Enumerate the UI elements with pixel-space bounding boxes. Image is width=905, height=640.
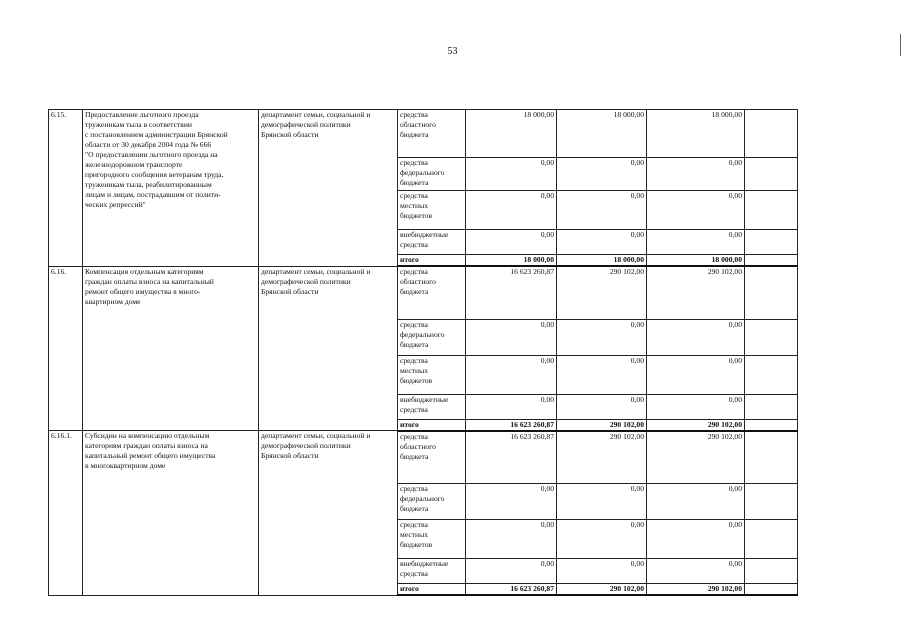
empty-cell bbox=[745, 110, 798, 158]
text-line: средства bbox=[400, 431, 428, 441]
amount-cell: 0,00 bbox=[647, 230, 745, 255]
total-label: итого bbox=[398, 419, 466, 431]
empty-cell bbox=[745, 431, 798, 484]
text-line: Субсидии на компенсацию отдельным bbox=[85, 431, 210, 441]
empty-cell bbox=[745, 158, 798, 191]
amount-cell: 0,00 bbox=[557, 355, 647, 394]
text-line: Брянской области bbox=[261, 286, 319, 296]
text-line: Брянской области bbox=[261, 451, 319, 461]
total-amount-cell: 290 102,00 bbox=[557, 584, 647, 596]
item-name bbox=[83, 110, 259, 267]
amount-cell: 0,00 bbox=[647, 520, 745, 559]
empty-cell bbox=[745, 266, 798, 319]
amount-cell: 16 623 260,87 bbox=[466, 266, 557, 319]
amount-cell: 0,00 bbox=[557, 520, 647, 559]
text-line: местных bbox=[400, 365, 429, 375]
total-label: итого bbox=[398, 255, 466, 267]
total-label: итого bbox=[398, 584, 466, 596]
text-line: лицам и лицам, пострадавшим от полити- bbox=[85, 190, 221, 200]
text-line: средства bbox=[400, 191, 428, 200]
empty-cell bbox=[745, 559, 798, 584]
text-line: департамент семьи, социальной и bbox=[261, 431, 371, 441]
scan-edge-mark bbox=[900, 34, 901, 56]
text-line: демографической политики bbox=[261, 120, 351, 130]
amount-cell: 0,00 bbox=[557, 394, 647, 419]
text-line: бюджета bbox=[400, 504, 429, 514]
item-code: 6.16.1. bbox=[49, 431, 83, 596]
amount-cell: 0,00 bbox=[647, 191, 745, 230]
item-executor bbox=[259, 431, 398, 596]
text-line: федерального bbox=[400, 494, 445, 504]
text-line: квартирном доме bbox=[85, 296, 141, 306]
item-executor bbox=[259, 266, 398, 431]
amount-cell: 290 102,00 bbox=[647, 266, 745, 319]
amount-cell: 0,00 bbox=[647, 484, 745, 520]
text-line: бюджета bbox=[400, 339, 429, 349]
budget-table bbox=[48, 109, 798, 596]
item-name bbox=[83, 431, 259, 596]
text-line: железнодорожном транспорте bbox=[85, 160, 183, 170]
text-line: внебюджетные bbox=[400, 394, 449, 404]
amount-cell: 0,00 bbox=[466, 158, 557, 191]
amount-cell: 0,00 bbox=[466, 520, 557, 559]
empty-cell bbox=[745, 230, 798, 255]
text-line: категориям граждан оплаты взноса на bbox=[85, 441, 208, 451]
total-amount-cell: 18 000,00 bbox=[647, 255, 745, 267]
item-executor bbox=[259, 110, 398, 267]
text-line: в многоквартирном доме bbox=[85, 461, 166, 471]
total-amount-cell: 16 623 260,87 bbox=[466, 419, 557, 431]
text-line: с постановлением администрации Брянской bbox=[85, 130, 228, 140]
text-line: граждан оплаты взноса на капитальный bbox=[85, 276, 214, 286]
amount-cell: 0,00 bbox=[466, 191, 557, 230]
amount-cell: 0,00 bbox=[647, 355, 745, 394]
empty-cell bbox=[745, 191, 798, 230]
funding-source-label bbox=[398, 110, 466, 158]
item-code: 6.15. bbox=[49, 110, 83, 267]
page-number: 53 bbox=[447, 46, 458, 57]
amount-cell: 18 000,00 bbox=[647, 110, 745, 158]
amount-cell: 0,00 bbox=[466, 319, 557, 355]
text-line: местных bbox=[400, 530, 429, 540]
text-line: департамент семьи, социальной и bbox=[261, 266, 371, 276]
text-line: Компенсация отдельным категориям bbox=[85, 266, 204, 276]
text-line: ческих репрессий" bbox=[85, 200, 146, 210]
funding-source-label bbox=[398, 319, 466, 355]
total-amount-cell: 290 102,00 bbox=[647, 584, 745, 596]
amount-cell: 0,00 bbox=[557, 230, 647, 255]
text-line: бюджета bbox=[400, 287, 429, 297]
text-line: Предоставление льготного проезда bbox=[85, 110, 199, 119]
text-line: средства bbox=[400, 110, 428, 119]
amount-cell: 290 102,00 bbox=[647, 431, 745, 484]
text-line: Брянской области bbox=[261, 130, 319, 140]
text-line: средства bbox=[400, 319, 428, 329]
text-line: бюджетов bbox=[400, 211, 433, 221]
empty-cell bbox=[745, 584, 798, 596]
amount-cell: 0,00 bbox=[557, 484, 647, 520]
funding-source-label bbox=[398, 158, 466, 191]
text-line: бюджетов bbox=[400, 375, 433, 385]
funding-source-label bbox=[398, 394, 466, 419]
funding-source-label bbox=[398, 266, 466, 319]
text-line: бюджета bbox=[400, 130, 429, 140]
total-amount-cell: 18 000,00 bbox=[466, 255, 557, 267]
text-line: бюджета bbox=[400, 451, 429, 461]
total-amount-cell: 290 102,00 bbox=[557, 419, 647, 431]
amount-cell: 0,00 bbox=[466, 484, 557, 520]
text-line: "О предоставлении льготного проезда на bbox=[85, 150, 218, 160]
empty-cell bbox=[745, 484, 798, 520]
empty-cell bbox=[745, 319, 798, 355]
amount-cell: 290 102,00 bbox=[557, 431, 647, 484]
amount-cell: 0,00 bbox=[466, 394, 557, 419]
text-line: областного bbox=[400, 441, 436, 451]
funding-source-label bbox=[398, 230, 466, 255]
text-line: ремонт общего имущества в много- bbox=[85, 286, 201, 296]
amount-cell: 0,00 bbox=[557, 158, 647, 191]
amount-cell: 0,00 bbox=[557, 191, 647, 230]
amount-cell: 16 623 260,87 bbox=[466, 431, 557, 484]
amount-cell: 290 102,00 bbox=[557, 266, 647, 319]
total-amount-cell: 290 102,00 bbox=[647, 419, 745, 431]
text-line: федерального bbox=[400, 168, 445, 178]
budget-table-body bbox=[49, 110, 798, 596]
text-line: внебюджетные bbox=[400, 559, 449, 569]
empty-cell bbox=[745, 419, 798, 431]
amount-cell: 0,00 bbox=[647, 394, 745, 419]
text-line: федерального bbox=[400, 329, 445, 339]
text-line: средства bbox=[400, 520, 428, 530]
text-line: внебюджетные bbox=[400, 230, 449, 239]
text-line: средства bbox=[400, 569, 428, 579]
amount-cell: 18 000,00 bbox=[557, 110, 647, 158]
text-line: департамент семьи, социальной и bbox=[261, 110, 371, 119]
empty-cell bbox=[745, 394, 798, 419]
text-line: демографической политики bbox=[261, 441, 351, 451]
total-amount-cell: 16 623 260,87 bbox=[466, 584, 557, 596]
total-amount-cell: 18 000,00 bbox=[557, 255, 647, 267]
funding-source-label bbox=[398, 191, 466, 230]
amount-cell: 0,00 bbox=[466, 559, 557, 584]
amount-cell: 0,00 bbox=[647, 559, 745, 584]
text-line: средства bbox=[400, 404, 428, 414]
item-code: 6.16. bbox=[49, 266, 83, 431]
empty-cell bbox=[745, 520, 798, 559]
text-line: пригородного сообщения ветеранам труда, bbox=[85, 170, 224, 180]
text-line: капитальный ремонт общего имущества bbox=[85, 451, 216, 461]
text-line: средства bbox=[400, 484, 428, 494]
text-line: бюджетов bbox=[400, 540, 433, 550]
funding-source-label bbox=[398, 355, 466, 394]
text-line: средства bbox=[400, 267, 428, 277]
text-line: демографической политики bbox=[261, 276, 351, 286]
text-line: областного bbox=[400, 120, 436, 130]
funding-source-label bbox=[398, 559, 466, 584]
text-line: области от 30 декабря 2004 года № 666 bbox=[85, 140, 212, 150]
amount-cell: 0,00 bbox=[557, 559, 647, 584]
amount-cell: 18 000,00 bbox=[466, 110, 557, 158]
text-line: средства bbox=[400, 355, 428, 365]
empty-cell bbox=[745, 355, 798, 394]
amount-cell: 0,00 bbox=[647, 319, 745, 355]
text-line: средства bbox=[400, 240, 428, 250]
item-name bbox=[83, 266, 259, 431]
text-line: бюджета bbox=[400, 178, 429, 188]
table-row bbox=[49, 431, 798, 484]
amount-cell: 0,00 bbox=[466, 355, 557, 394]
amount-cell: 0,00 bbox=[557, 319, 647, 355]
table-row bbox=[49, 266, 798, 319]
amount-cell: 0,00 bbox=[647, 158, 745, 191]
text-line: средства bbox=[400, 158, 428, 167]
text-line: труженикам тыла, реабилитированным bbox=[85, 180, 212, 190]
empty-cell bbox=[745, 255, 798, 267]
text-line: местных bbox=[400, 201, 429, 211]
text-line: труженикам тыла в соответствии bbox=[85, 120, 192, 130]
text-line: областного bbox=[400, 277, 436, 287]
funding-source-label bbox=[398, 484, 466, 520]
table-row bbox=[49, 110, 798, 158]
amount-cell: 0,00 bbox=[466, 230, 557, 255]
funding-source-label bbox=[398, 431, 466, 484]
funding-source-label bbox=[398, 520, 466, 559]
